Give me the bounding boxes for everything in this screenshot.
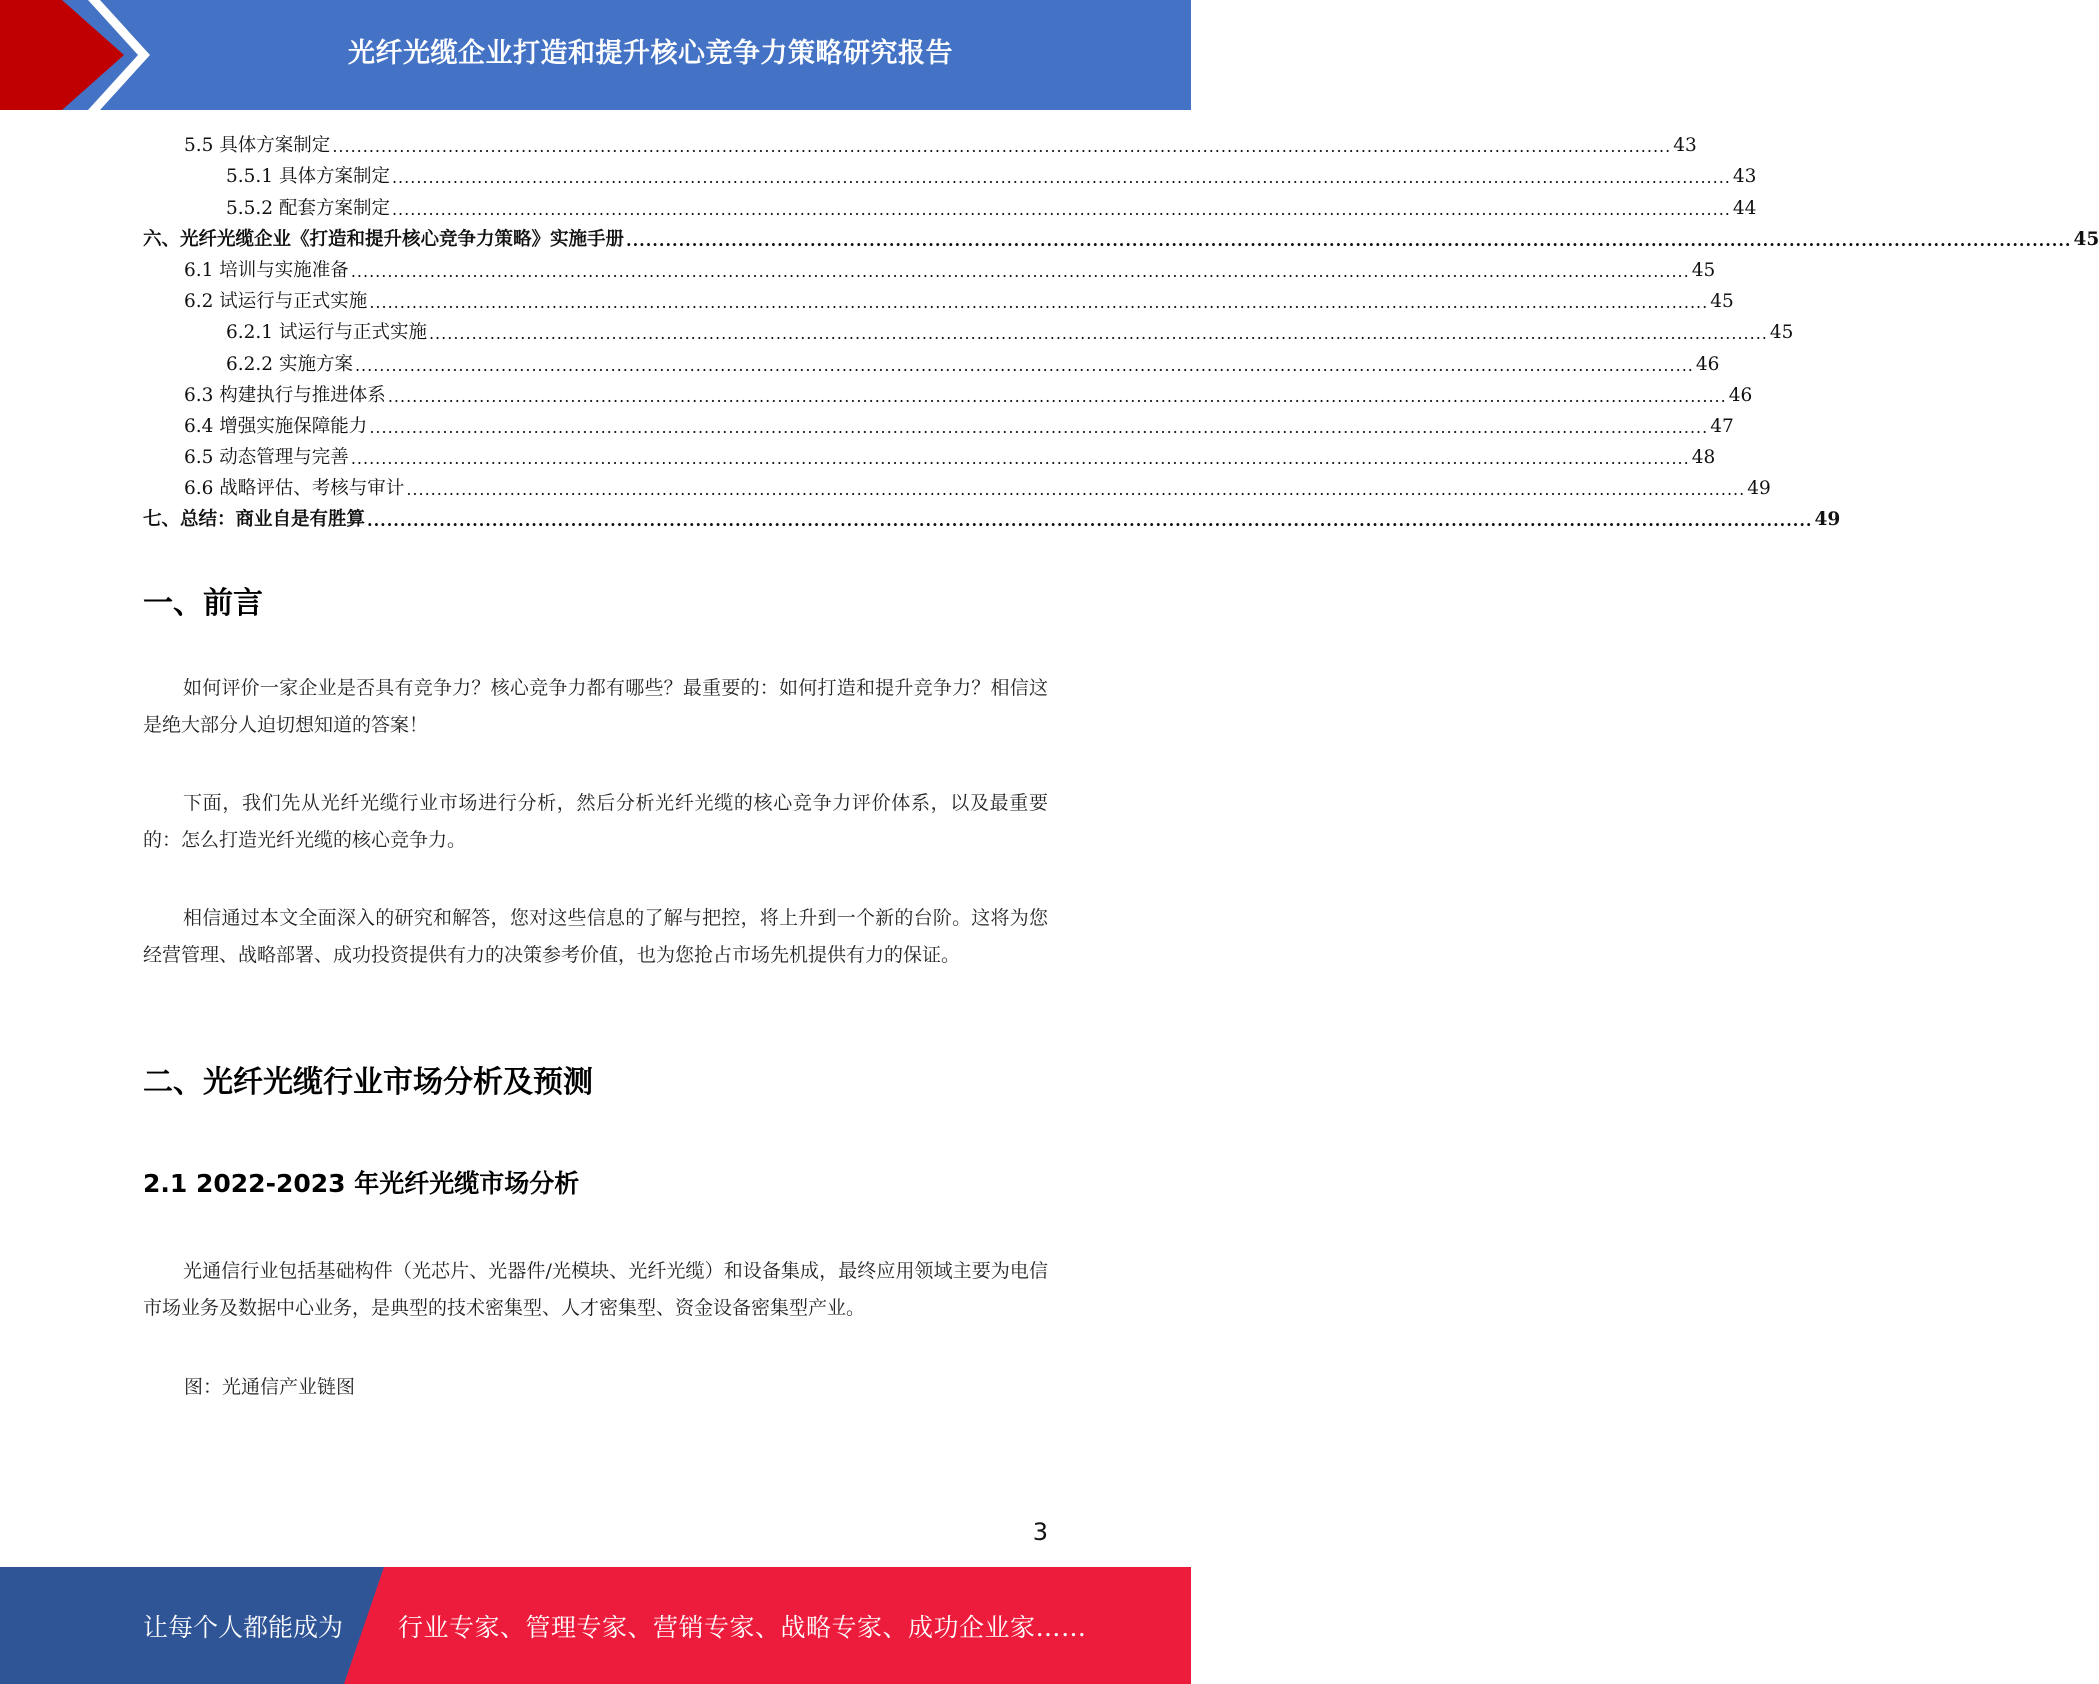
toc-entry[interactable] — [143, 190, 1757, 221]
toc-dot-leader: ............................................................................................................................................................................................................................ — [428, 324, 1768, 344]
toc-entry-page: 47 — [1710, 415, 1734, 437]
toc-entry-label: 七、总结：商业自是有胜算 — [143, 509, 366, 531]
toc-entry[interactable] — [143, 440, 1716, 471]
toc-entry[interactable] — [143, 284, 1734, 315]
toc-entry[interactable] — [143, 128, 1697, 159]
toc-entry-label: 六、光纤光缆企业《打造和提升核心竞争力策略》实施手册 — [143, 228, 625, 250]
toc-entry-page: 49 — [1747, 478, 1771, 500]
toc-entry-page: 43 — [1673, 135, 1697, 157]
toc-entry[interactable] — [143, 159, 1757, 190]
toc-dot-leader: ............................................................................................................................................................................................................................ — [626, 230, 2072, 250]
toc-entry-label: 6.2 试运行与正式实施 — [184, 291, 368, 313]
toc-dot-leader: ............................................................................................................................................................................................................................ — [369, 293, 1709, 313]
table-of-contents — [143, 128, 2099, 533]
toc-entry-label: 6.2.2 实施方案 — [226, 353, 353, 375]
toc-dot-leader: ............................................................................................................................................................................................................................ — [350, 449, 1690, 469]
footer-banner — [0, 1567, 1191, 1684]
toc-entry-page: 46 — [1728, 384, 1753, 406]
subsection-heading: 2.1 2022-2023 年光纤光缆市场分析 — [143, 1169, 580, 1198]
toc-entry-label: 6.2.1 试运行与正式实施 — [226, 322, 427, 344]
toc-entry-page: 48 — [1691, 447, 1716, 469]
toc-dot-leader: ............................................................................................................................................................................................................................ — [354, 355, 1694, 375]
toc-entry-page: 44 — [1732, 197, 1757, 219]
page-number: 3 — [1032, 1518, 1048, 1546]
market-analysis-heading: 二、光纤光缆行业市场分析及预测 — [143, 1065, 593, 1100]
toc-entry[interactable] — [143, 502, 1841, 533]
toc-dot-leader: ............................................................................................................................................................................................................................ — [367, 511, 1813, 531]
footer-slogan-right: 行业专家、管理专家、营销专家、战略专家、成功企业家…… — [398, 1612, 1087, 1642]
toc-entry-page: 45 — [1769, 322, 1794, 344]
toc-dot-leader: ............................................................................................................................................................................................................................ — [332, 137, 1672, 157]
header-banner — [0, 0, 1191, 110]
toc-entry-page: 45 — [1710, 291, 1734, 313]
toc-entry[interactable] — [143, 409, 1734, 440]
toc-entry-label: 6.4 增强实施保障能力 — [184, 415, 368, 437]
toc-dot-leader: ............................................................................................................................................................................................................................ — [391, 199, 1731, 219]
preface-paragraph-3: 相信通过本文全面深入的研究和解答，您对这些信息的了解与把控，将上升到一个新的台阶。这将为您经营管理、战略部署、成功投资提供有力的决策参考价值，也为您抢占市场先机提供有力的保证。 — [143, 907, 1048, 966]
toc-entry-page: 45 — [2073, 228, 2099, 250]
toc-entry-label: 6.5 动态管理与完善 — [184, 447, 349, 469]
toc-entry-label: 5.5.1 具体方案制定 — [226, 166, 390, 188]
toc-dot-leader: ............................................................................................................................................................................................................................ — [391, 168, 1731, 188]
toc-entry[interactable] — [143, 346, 1720, 377]
toc-dot-leader: ............................................................................................................................................................................................................................ — [406, 480, 1746, 500]
toc-entry-label: 6.3 构建执行与推进体系 — [184, 384, 386, 406]
figure-caption: 图：光通信产业链图 — [184, 1376, 356, 1398]
toc-dot-leader: ............................................................................................................................................................................................................................ — [350, 261, 1690, 281]
toc-entry-label: 5.5 具体方案制定 — [184, 135, 331, 157]
toc-dot-leader: ............................................................................................................................................................................................................................ — [387, 386, 1727, 406]
subsection-paragraph: 光通信行业包括基础构件（光芯片、光器件/光模块、光纤光缆）和设备集成，最终应用领域主要为电信市场业务及数据中心业务，是典型的技术密集型、人才密集型、资金设备密集型产业。 — [143, 1260, 1048, 1319]
toc-dot-leader: ............................................................................................................................................................................................................................ — [369, 417, 1709, 437]
toc-entry[interactable] — [143, 315, 1794, 346]
toc-entry-page: 49 — [1814, 509, 1841, 531]
toc-entry-label: 6.6 战略评估、考核与审计 — [184, 478, 405, 500]
preface-heading: 一、前言 — [143, 586, 263, 621]
toc-entry-page: 46 — [1695, 353, 1720, 375]
toc-entry-page: 43 — [1732, 166, 1757, 188]
toc-entry[interactable] — [143, 222, 2099, 253]
toc-entry[interactable] — [143, 471, 1771, 502]
preface-paragraph-1: 如何评价一家企业是否具有竞争力？核心竞争力都有哪些？最重要的：如何打造和提升竞争力？相信这是绝大部分人迫切想知道的答案！ — [143, 677, 1048, 736]
toc-entry-page: 45 — [1691, 259, 1716, 281]
toc-entry[interactable] — [143, 378, 1753, 409]
preface-paragraph-2: 下面，我们先从光纤光缆行业市场进行分析，然后分析光纤光缆的核心竞争力评价体系，以及最重要的：怎么打造光纤光缆的核心竞争力。 — [143, 792, 1048, 851]
toc-entry-label: 5.5.2 配套方案制定 — [226, 197, 390, 219]
toc-entry-label: 6.1 培训与实施准备 — [184, 259, 349, 281]
toc-entry[interactable] — [143, 253, 1716, 284]
footer-slogan-left: 让每个人都能成为 — [143, 1612, 344, 1642]
header-title: 光纤光缆企业打造和提升核心竞争力策略研究报告 — [348, 37, 953, 69]
